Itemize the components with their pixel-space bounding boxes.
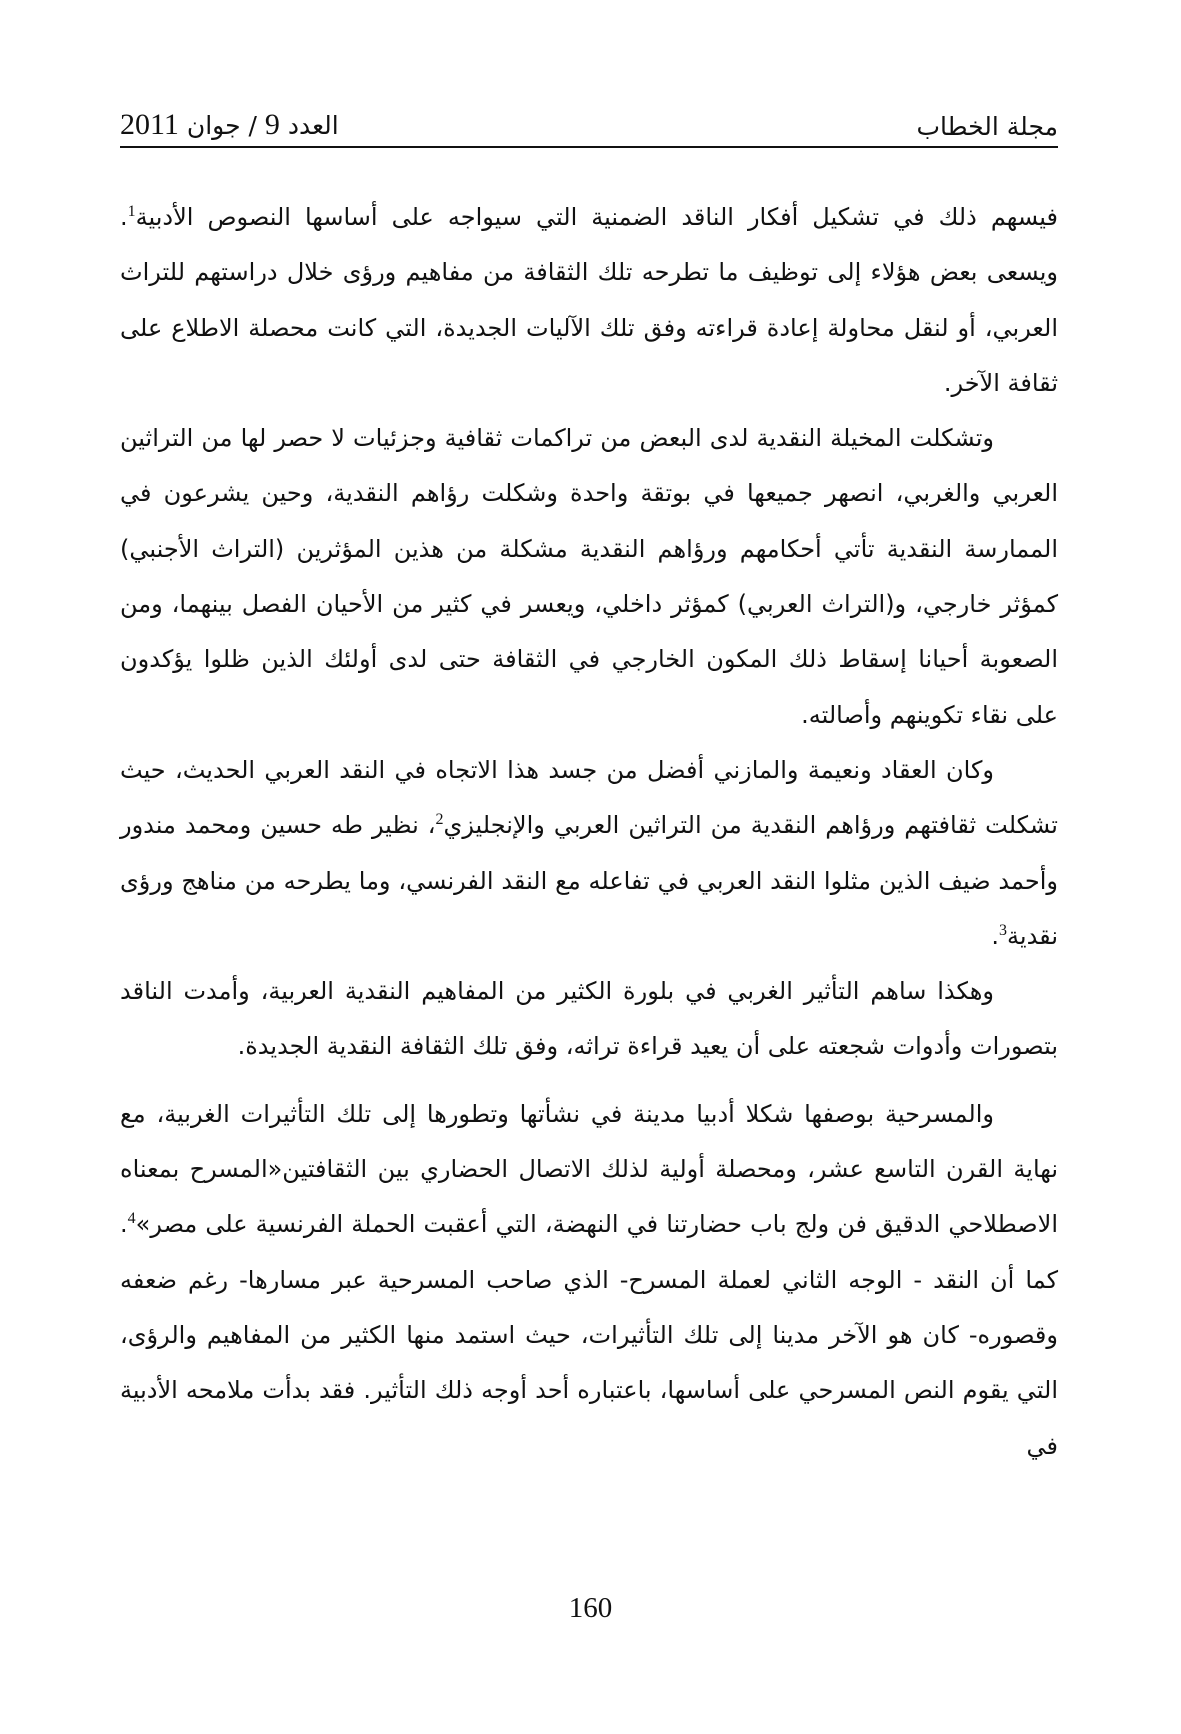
header-rule [120, 146, 1058, 148]
footnote-ref: 1 [127, 203, 136, 220]
text-run: . [991, 921, 1000, 950]
footnote-ref: 2 [435, 811, 444, 829]
issue-label: العدد [287, 111, 339, 140]
text-run: . ويسعى بعض هؤلاء إلى توظيف ما تطرحه تلك الثقافة من مفاهيم ورؤى خلال دراستهم للتراث العربي، أو لنقل محاولة إعادة قراءته وفق تلك الآليات الجديدة، التي كانت محصلة الاطلاع على ثقافة الآخر. [120, 203, 1058, 397]
text-run: وكان العقاد ونعيمة والمازني أفضل من جسد هذا الاتجاه في النقد العربي الحديث، حيث تشكلت ثقافتهم ورؤاهم النقدية من التراثين العربي والإنجليزي [120, 755, 1058, 840]
running-header [120, 108, 1058, 146]
text-run: فيسهم ذلك في تشكيل أفكار الناقد الضمنية التي سيواجه على أساسها النصوص الأدبية [135, 203, 1058, 231]
paragraph [120, 1087, 1058, 1474]
footnote-ref: 4 [127, 1210, 136, 1228]
paragraph [120, 411, 1058, 743]
issue-info [120, 108, 339, 142]
date-separator: / [248, 111, 257, 140]
text-run: ، نظير طه حسين ومحمد مندور وأحمد ضيف الذين مثلوا النقد العربي في تفاعله مع النقد الفرنسي، وما يطرحه من مناهج ورؤى نقدية [120, 811, 1058, 950]
footnote-ref: 3 [999, 921, 1008, 939]
page-number: 160 [568, 1592, 613, 1624]
issue-month: جوان [186, 111, 241, 140]
text-run: . كما أن النقد - الوجه الثاني لعملة المسرح- الذي صاحب المسرحية عبر مسارها- رغم ضعفه وقصوره- كان هو الآخر مدينا إلى تلك التأثيرات، حيث استمد منها الكثير من المفاهيم والرؤى، التي يقوم النص المسرحي على أساسها، باعتباره أحد أوجه ذلك التأثير. فقد بدأت ملامحه الأدبية في [120, 1210, 1058, 1460]
journal-title: مجلة الخطاب [916, 112, 1058, 141]
text-run: وتشكلت المخيلة النقدية لدى البعض من تراكمات ثقافية وجزئيات لا حصر لها من التراثين العربي والغربي، انصهر جميعها في بوتقة واحدة وشكلت رؤاهم النقدية، وحين يشرعون في الممارسة النقدية تأتي أحكامهم ورؤاهم النقدية مشكلة من هذين المؤثرين (التراث الأجنبي) كمؤثر خارجي، و(التراث العربي) كمؤثر داخلي، ويعسر في كثير من الأحيان الفصل بينهما، ومن الصعوبة أحيانا إسقاط ذلك المكون الخارجي في الثقافة حتى لدى أولئك الذين ظلوا يؤكدون على نقاء تكوينهم وأصالته. [120, 424, 1058, 729]
body-text [120, 190, 1058, 1474]
paragraph [120, 964, 1058, 1075]
paragraph [120, 743, 1058, 964]
text-run: وهكذا ساهم التأثير الغربي في بلورة الكثير من المفاهيم النقدية العربية، وأمدت الناقد بتصورات وأدوات شجعته على أن يعيد قراءة تراثه، وفق تلك الثقافة النقدية الجديدة. [120, 977, 1058, 1061]
issue-year: 2011 [120, 108, 179, 141]
issue-number: 9 [264, 108, 280, 141]
text-run: والمسرحية بوصفها شكلا أدبيا مدينة في نشأتها وتطورها إلى تلك التأثيرات الغربية، مع نهاية القرن التاسع عشر، ومحصلة أولية لذلك الاتصال الحضاري بين الثقافتين«المسرح بمعناه الاصطلاحي الدقيق فن ولج باب حضارتنا في النهضة، التي أعقبت الحملة الفرنسية على مصر» [120, 1099, 1058, 1239]
paragraph [120, 190, 1058, 411]
